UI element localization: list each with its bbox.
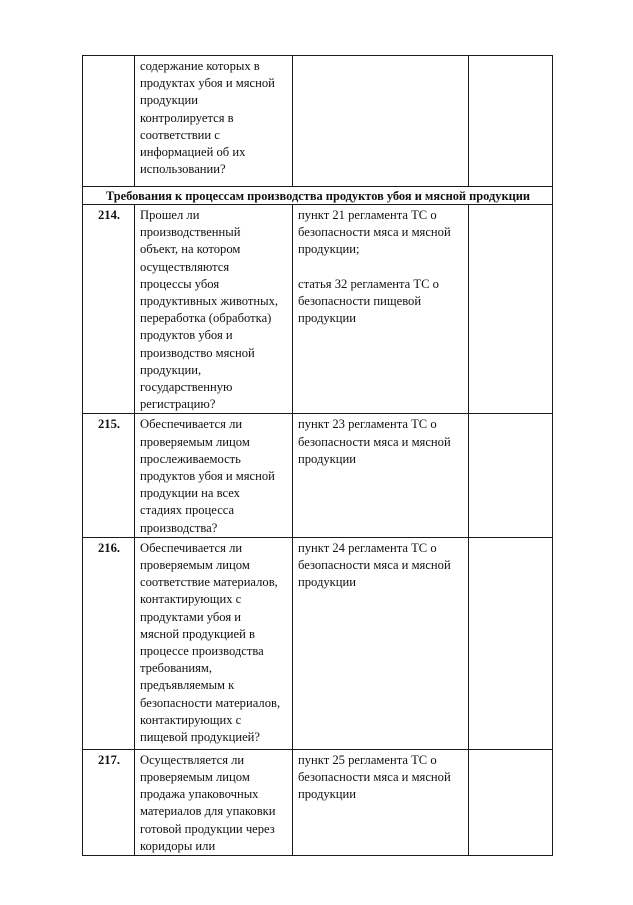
text-line: продуктов убоя и мясной <box>140 469 275 484</box>
text-line: объект, на котором <box>140 242 241 257</box>
text-line: Осуществляется ли <box>140 752 245 767</box>
reference-cell <box>293 537 469 749</box>
text-line: Обеспечивается ли <box>140 417 243 432</box>
section-header-row <box>83 187 553 205</box>
text-line: требованиям, <box>140 661 213 676</box>
text-line: продуктивных животных, <box>140 294 279 309</box>
text-line: готовой продукции через <box>140 821 275 836</box>
text-line: Обеспечивается ли <box>140 540 243 555</box>
table-row <box>83 749 553 855</box>
text-line: пищевой продукцией? <box>140 730 261 745</box>
note-cell <box>469 537 553 749</box>
text-line: прослеживаемость <box>140 451 241 466</box>
reference-cell <box>293 749 469 855</box>
row-number: 216. <box>83 537 135 749</box>
text-line: регистрацию? <box>140 397 216 412</box>
text-line: пункт 25 регламента ТС о <box>298 752 437 767</box>
text-line: безопасности мяса и мясной <box>298 434 451 449</box>
text-line: продукции, <box>140 362 202 377</box>
table-row <box>83 414 553 537</box>
reference-cell <box>293 414 469 537</box>
note-cell <box>469 414 553 537</box>
text-line: коридоры или <box>140 838 216 853</box>
continuation-question-cell <box>135 56 293 187</box>
continuation-note-cell <box>469 56 553 187</box>
text-line: переработка (обработка) <box>140 311 272 326</box>
continuation-reference-cell <box>293 56 469 187</box>
note-cell <box>469 205 553 414</box>
text-line: государственную <box>140 380 233 395</box>
text-line: стадиях процесса <box>140 503 235 518</box>
text-line: продукции <box>298 787 357 802</box>
text-line: проверяемым лицом <box>140 434 250 449</box>
text-line: материалов для упаковки <box>140 804 276 819</box>
reference-cell <box>293 205 469 414</box>
text-line: осуществляются <box>140 259 230 274</box>
text-line: использовании? <box>140 162 226 177</box>
text-line: производство мясной <box>140 345 255 360</box>
text-line: безопасности материалов, <box>140 695 281 710</box>
paragraph-gap <box>298 259 464 276</box>
continuation-row <box>83 56 553 187</box>
text-line: контролируется в <box>140 110 234 125</box>
text-line: производственный <box>140 225 241 240</box>
row-number: 215. <box>83 414 135 537</box>
question-cell <box>135 414 293 537</box>
text-line: продуктах убоя и мясной <box>140 76 275 91</box>
text-line: продукции; <box>298 242 360 257</box>
text-line: соответствие материалов, <box>140 575 278 590</box>
text-line: продажа упаковочных <box>140 787 259 802</box>
text-line: предъявляемым к <box>140 678 235 693</box>
text-line: процессы убоя <box>140 276 220 291</box>
text-line: пункт 23 регламента ТС о <box>298 417 437 432</box>
text-line: продукции <box>298 311 357 326</box>
text-line: безопасности мяса и мясной <box>298 770 451 785</box>
checklist-table-body <box>83 56 553 856</box>
continuation-number-cell <box>83 56 135 187</box>
text-line: содержание которых в <box>140 59 260 73</box>
text-line: продукции на всех <box>140 486 240 501</box>
question-cell <box>135 749 293 855</box>
text-line: пункт 21 регламента ТС о <box>298 208 437 222</box>
text-line: контактирующих с <box>140 712 242 727</box>
text-line: безопасности мяса и мясной <box>298 558 451 573</box>
text-line: контактирующих с <box>140 592 242 607</box>
text-line: безопасности мяса и мясной <box>298 225 451 240</box>
question-cell <box>135 537 293 749</box>
text-line: процессе производства <box>140 644 264 659</box>
text-line: продукции <box>298 575 357 590</box>
row-number: 214. <box>83 205 135 414</box>
table-row <box>83 537 553 749</box>
text-line: продуктов убоя и <box>140 328 233 343</box>
section-title: Требования к процессам производства продуктов убоя и мясной продукции <box>83 187 553 205</box>
text-line: производства? <box>140 520 218 535</box>
row-number: 217. <box>83 749 135 855</box>
text-line: соответствии с <box>140 127 220 142</box>
text-line: продукции <box>298 451 357 466</box>
text-line: проверяемым лицом <box>140 558 250 573</box>
checklist-table <box>82 55 553 856</box>
table-row <box>83 205 553 414</box>
note-cell <box>469 749 553 855</box>
text-line: безопасности пищевой <box>298 294 422 308</box>
text-line: продуктами убоя и <box>140 609 242 624</box>
text-line: мясной продукцией в <box>140 626 255 641</box>
text-line: информацией об их <box>140 145 246 160</box>
text-line: статья 32 регламента ТС о <box>298 276 439 291</box>
text-line: продукции <box>140 93 199 108</box>
text-line: Прошел ли <box>140 208 200 222</box>
text-line: пункт 24 регламента ТС о <box>298 540 437 555</box>
question-cell <box>135 205 293 414</box>
text-line: проверяемым лицом <box>140 770 250 785</box>
